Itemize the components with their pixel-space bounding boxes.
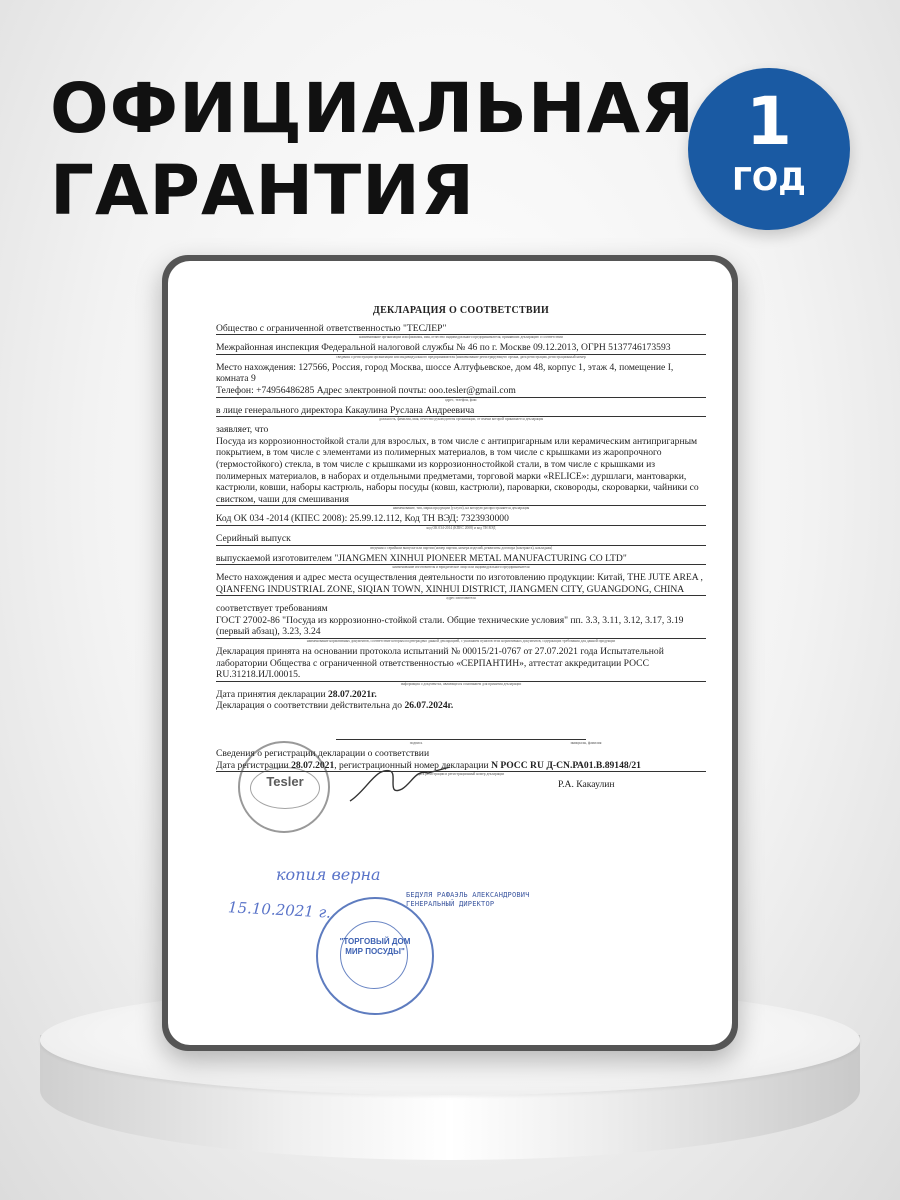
date-accepted: 28.07.2021г. [327,688,377,700]
document-paper [168,261,732,1045]
director-name: БЕДУЛЯ РАФАЭЛЬ АЛЕКСАНДРОВИЧ [406,891,530,899]
caption: сведения о серийном выпуске или партии (номер партии, номера изделий, реквизиты договора (контракта), накладная) [369,545,553,550]
declares-text: заявляет, что [216,424,269,436]
declaration-basis: Декларация принята на основании протокола испытаний № 00015/21-0767 от 27.07.2021 года Испытательной лаборатории Общества с ограниченной ответственностью «СЕРПАНТИН», аттестат аккредитации РОСС RU.31218.ИЛ.00015. [216,646,706,682]
certified-copy-note: копия верна [276,865,381,884]
product-description: Посуда из коррозионностойкой стали для взрослых, в том числе с антипригарным или керамическим антипригарным покрытием, в том числе с элементами из полимерных материалов, в том числе с крышками из жаропрочного (термостойкого) стекла, в том числе с крышками из коррозионностойкой стали, в том числе с крышками из полимерных материалов, в наборах и отдельными предметами, торговой марки «RELICE»: дуршлаги, мантоварки, кастрюли, ковши, наборы кастрюль, наборы посуды (ковш, кастрюли), пароварки, сковороды, скороварки, чайники со свистком, чаши для смешивания [216,436,706,507]
certified-copy-date: 15.10.2021 г. [227,898,332,922]
document-title: ДЕКЛАРАЦИЯ О СООТВЕТСТВИИ [372,305,550,316]
date-accepted-label: Дата принятия декларации [216,688,328,700]
signer-name: Р.А. Какаулин [558,779,615,790]
trading-house-seal [316,897,434,1015]
valid-until-label: Декларация о соответствии действительна до [216,700,405,712]
company-address: Место нахождения: 127566, Россия, город Москва, шоссе Алтуфьевское, дом 48, корпус 1, этаж 4, помещение I, комната 9 [216,361,674,385]
warranty-years: 1 [746,83,792,160]
caption: сведения о регистрации организации или индивидуального предпринимателя (наименование регистрирующего органа, дата регистрации, регистрационный номер [336,354,586,359]
caption: наименование организации или фамилия, имя, отчество индивидуального предпринимателя, принявших декларацию о соответствии [359,335,563,340]
caption: дата регистрации и регистрационный номер декларации [417,772,505,777]
manufacturer: выпускаемой изготовителем "JIANGMEN XINHUI PIONEER METAL MANUFACTURING CO LTD" [216,553,706,566]
warranty-badge [688,68,850,230]
director-title: ГЕНЕРАЛЬНЫЙ ДИРЕКТОР [406,900,495,908]
caption: код ОК 034-2014 (КПЕС 2008) и код ТН ВЭД [426,525,496,530]
headline [50,68,695,232]
reg-date-label: Дата регистрации [216,759,292,771]
signature-line [336,739,586,740]
complies-text: соответствует требованиям [216,603,328,615]
caption: инициалы, фамилия [570,741,602,746]
company-seal-inner-ring [250,767,320,809]
reg-date: 28.07.2021 [291,759,335,771]
caption: адрес, телефон, факс [445,397,477,402]
caption: наименование, тип, марка продукции (услуги), на которую распространяется декларация [392,506,530,511]
standard-reference: ГОСТ 27002-86 "Посуда из коррозионно-стойкой стали. Общие технические условия" пп. 3.3, 3.11, 3.12, 3.17, 3.19 (первый абзац), 3.23, 3.24 [216,615,706,639]
caption: информация о документах, являющихся основанием для принятия декларации [400,681,522,686]
product-codes: Код ОК 034 -2014 (КПЕС 2008): 25.99.12.112, Код ТН ВЭД: 7323930000 [216,513,706,526]
caption: адрес изготовителя [446,596,476,601]
valid-until: 26.07.2024г. [404,700,454,712]
registration-info: Межрайонная инспекция Федеральной налоговой службы № 46 по г. Москве 09.12.2013, ОГРН 5137746173593 [216,342,706,355]
registration-info-title: Сведения о регистрации декларации о соответствии [216,748,430,760]
caption: подпись [409,741,423,746]
reg-number: N РОСС RU Д-CN.РА01.В.89148/21 [491,759,641,771]
production-address: Место нахождения и адрес места осуществления деятельности по изготовлению продукции: Китай, THE JUTE AREA , QIANFENG INDUSTRIAL ZONE, SIQIAN TOWN, XINHUI DISTRICT, JIANGMEN CITY, GUANGDONG, CHINA [216,572,706,596]
trading-house-seal-text: "ТОРГОВЫЙ ДОМ МИР ПОСУДЫ" [339,937,411,956]
representative: в лице генерального директора Какаулина Руслана Андреевича [216,405,706,418]
reg-number-label: , регистрационный номер декларации [334,759,492,771]
company-seal-logo: Tesler [266,774,304,789]
valid-until-line [216,700,706,712]
company-seal [238,741,330,833]
director-stamp [406,891,530,909]
caption: должность, фамилия, имя, отчество руководителя организации, от имени которой принимается декларация [378,417,544,422]
caption: наименование нормативных документов, соответствие которым подтверждено данной декларацией, с указанием пунктов этих нормативных документов, содержащих требования для данной продукции [306,639,616,644]
document-frame [162,255,738,1051]
warranty-unit: ГОД [732,162,806,198]
company-name: Общество с ограниченной ответственностью "ТЕСЛЕР" [216,323,706,336]
headline-line-2: ГАРАНТИЯ [50,151,476,231]
series-info: Серийный выпуск [216,533,706,546]
director-signature [346,761,456,811]
date-accepted-line [216,689,706,701]
company-contacts: Телефон: +74956486285 Адрес электронной почты: ooo.tesler@gmail.com [216,385,706,398]
declaration-document [216,305,706,779]
headline-line-1: ОФИЦИАЛЬНАЯ [50,69,696,149]
caption: наименование изготовителя и юридическое лицо или индивидуального предпринимателя [392,565,530,570]
